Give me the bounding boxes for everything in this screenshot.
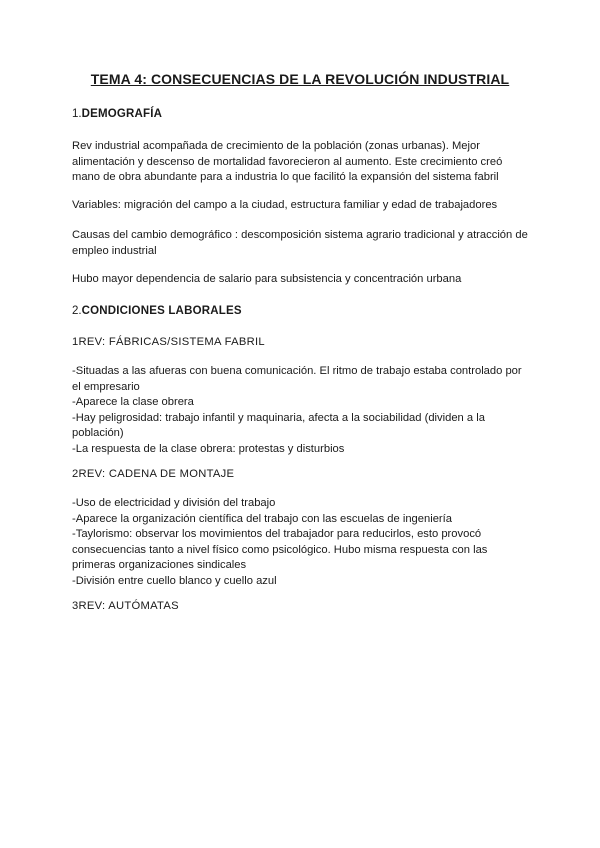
- list-item: -Taylorismo: observar los movimientos del trabajador para reducirlos, esto provocó consecuencias tanto a nivel físico como psicológico. Hubo misma respuesta con las primeras organizaciones sindicales: [72, 528, 488, 571]
- section-condiciones-heading: [72, 304, 532, 320]
- list-item: -Aparece la clase obrera: [72, 396, 194, 408]
- section-label: CONDICIONES LABORALES: [81, 305, 242, 317]
- rev3-title: 3REV: AUTÓMATAS: [72, 600, 179, 612]
- list-item: -Aparece la organización científica del trabajo con las escuelas de ingeniería: [72, 512, 452, 525]
- list-item: -División entre cuello blanco y cuello azul: [72, 574, 277, 587]
- demografia-paragraph-3: Causas del cambio demográfico : descomposición sistema agrario tradicional y atracción de empleo industrial: [72, 229, 528, 257]
- list-item: -Situadas a las afueras con buena comunicación. El ritmo de trabajo estaba controlado por el empresario: [72, 365, 522, 393]
- list-item: -Uso de electricidad y división del trabajo: [72, 497, 276, 509]
- document-title: TEMA 4: CONSECUENCIAS DE LA REVOLUCIÓN INDUSTRIAL: [90, 71, 510, 87]
- demografia-paragraph-2: Variables: migración del campo a la ciudad, estructura familiar y edad de trabajadores: [72, 199, 498, 211]
- demografia-paragraph-1: Rev industrial acompañada de crecimiento de la población (zonas urbanas). Mejor alimentación y descenso de mortalidad favorecieron al aumento. Este crecimiento creó mano de obra abundante para a industria lo que facilitó la expansión del sistema fabril: [72, 140, 503, 183]
- section-label: DEMOGRAFÍA: [81, 108, 163, 120]
- section-number: 2.: [72, 305, 82, 317]
- rev1-title: 1REV: FÁBRICAS/SISTEMA FABRIL: [72, 336, 265, 348]
- demografia-paragraph-4: Hubo mayor dependencia de salario para subsistencia y concentración urbana: [72, 273, 462, 285]
- list-item: -Hay peligrosidad: trabajo infantil y maquinaria, afecta a la sociabilidad (dividen a la población): [72, 411, 485, 439]
- rev1-list: [72, 364, 532, 457]
- rev2-title: 2REV: CADENA DE MONTAJE: [72, 468, 235, 480]
- list-item: -La respuesta de la clase obrera: protestas y disturbios: [72, 442, 345, 455]
- section-number: 1.: [72, 108, 82, 120]
- rev2-list: [72, 496, 532, 589]
- section-demografia-heading: [72, 107, 532, 123]
